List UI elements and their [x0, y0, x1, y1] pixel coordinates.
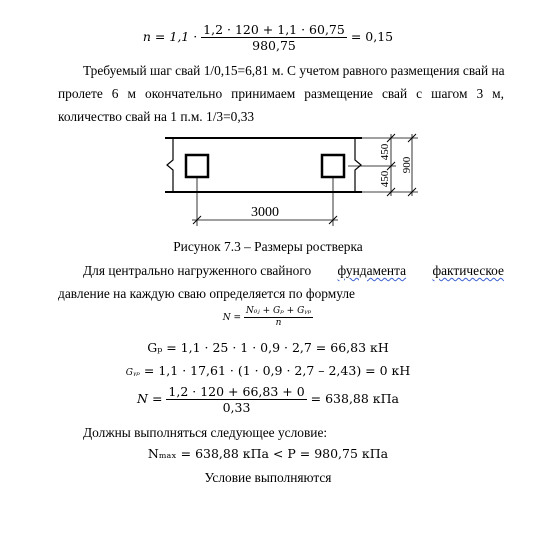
- conclusion: Условие выполняются: [204, 470, 332, 485]
- right-break-line: [355, 138, 361, 192]
- pile-left: [186, 155, 208, 177]
- formula-N-numerator: 1,2 · 120 + 66,83 + 0: [168, 384, 305, 399]
- formula-Ggr-lhs: Gᵧₚ: [125, 368, 140, 378]
- formula-N-general-fraction: [244, 306, 313, 329]
- formula-N-general-denominator: n: [275, 318, 282, 328]
- formula-n-denominator: 980,75: [252, 38, 296, 53]
- para2-line1-end: фактическое: [432, 263, 504, 278]
- formula-N-general-numerator: N₀ⱼ + Gₚ + Gᵧₚ: [245, 306, 312, 316]
- formula-N-lhs: N =: [137, 391, 163, 406]
- formula-N: [0, 384, 536, 415]
- formula-Ggr-rest: = 1,1 · 17,61 · (1 · 0,9 · 2,7 – 2,43) = 0 кН: [143, 363, 411, 378]
- para1-line2-text: пролете 6 м окончательно принимаем размещение свай с шагом 3 м,: [58, 86, 504, 101]
- dim-bottom-label: 3000: [251, 205, 279, 220]
- dim-top-right-label: 450: [379, 143, 391, 161]
- formula-N-general: [0, 306, 536, 329]
- para1-line1: [83, 63, 504, 79]
- pile-cap-figure: [0, 130, 536, 236]
- formula-n-lhs: n = 1,1 ·: [142, 29, 198, 44]
- para2-line1: [83, 263, 504, 279]
- dim-bottom-right-label: 450: [379, 170, 391, 188]
- left-break-line: [167, 138, 173, 192]
- dim-total-label: 900: [401, 156, 413, 174]
- formula-condition: Nₘₐₓ = 638,88 кПа < P = 980,75 кПа: [147, 446, 389, 461]
- para1-line1-text: Требуемый шаг свай 1/0,15=6,81 м. С учетом равного размещения свай на: [83, 63, 505, 78]
- formula-N-general-lhs: N =: [222, 313, 242, 323]
- formula-n: [0, 22, 536, 53]
- condition-intro: Должны выполняться следующее условие:: [83, 425, 328, 440]
- para2-line1-start: Для центрально нагруженного свайного: [83, 263, 312, 278]
- para1-line3: количество свай на 1 п.м. 1/3=0,33: [58, 109, 255, 124]
- para2-underlined-word: фундамента: [337, 263, 407, 278]
- pile-right: [322, 155, 344, 177]
- formula-Ggr: [0, 363, 536, 378]
- formula-n-fraction: [201, 22, 347, 53]
- formula-Gp: Gₚ = 1,1 · 25 · 1 · 0,9 · 2,7 = 66,83 кН: [147, 340, 389, 355]
- formula-n-numerator: 1,2 · 120 + 1,1 · 60,75: [203, 22, 345, 37]
- formula-n-rhs: = 0,15: [350, 29, 394, 44]
- formula-N-fraction: [166, 384, 306, 415]
- figure-caption: Рисунок 7.3 – Размеры ростверка: [173, 239, 363, 254]
- formula-N-denominator: 0,33: [222, 400, 251, 415]
- para1-line2: [58, 86, 504, 102]
- para2-line2: давление на каждую сваю определяется по формуле: [58, 286, 355, 301]
- formula-N-rhs: = 638,88 кПа: [310, 391, 399, 406]
